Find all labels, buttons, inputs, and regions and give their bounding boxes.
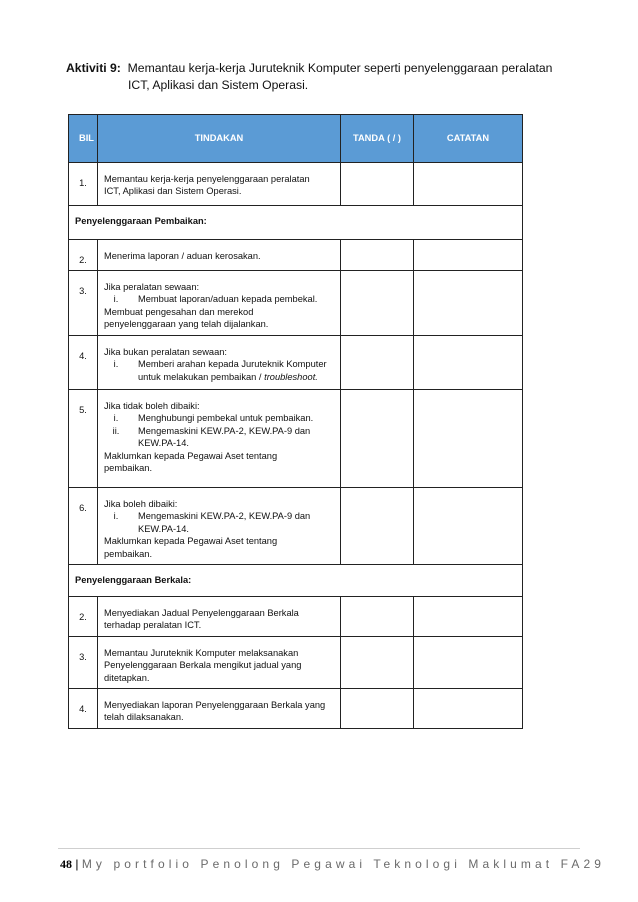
footer-divider [58,848,580,849]
footer-title: My portfolio Penolong Pegawai Teknologi Maklumat FA29 [81,857,606,871]
row-action [98,689,341,729]
action-line: Memantau kerja-kerja penyelenggaraan peralatan [104,174,310,184]
sub-item-number: i. [113,511,119,522]
row-number: 3. [69,636,98,688]
row-action [98,488,341,565]
header-tindakan: TINDAKAN [98,115,341,163]
sub-item-text: Memberi arahan kepada Juruteknik Komputer untuk melakukan pembaikan / troubleshoot. [138,359,327,382]
tanda-cell[interactable] [341,271,414,336]
row-number: 4. [69,689,98,729]
action-line: Maklumkan kepada Pegawai Aset tentang [104,450,278,461]
sub-item-number: i. [113,359,119,370]
catatan-cell[interactable] [414,488,523,565]
header-catatan: CATATAN [414,115,523,163]
tanda-cell[interactable] [341,488,414,565]
table-row [69,163,523,206]
section-row [69,565,523,597]
tanda-cell[interactable] [341,163,414,206]
sub-item [104,293,334,305]
catatan-cell[interactable] [414,240,523,271]
action-line: Jika tidak boleh dibaiki: [104,401,200,411]
catatan-cell[interactable] [414,636,523,688]
footer-separator: | [75,857,79,871]
activity-title-line1: Memantau kerja-kerja Juruteknik Komputer seperti penyelenggaraan peralatan [127,61,553,75]
table-row [69,390,523,488]
page-footer [60,857,605,872]
tanda-cell[interactable] [341,689,414,729]
sub-item-text: Membuat laporan/aduan kepada pembekal. [138,294,318,305]
sub-item-text: Mengemaskini KEW.PA-2, KEW.PA-9 dan KEW.PA-14. [138,511,311,534]
action-line: terhadap peralatan ICT. [104,620,202,631]
sub-item [104,358,334,383]
sub-item [104,510,334,535]
section-title: Penyelenggaraan Berkala: [69,565,523,597]
sub-item-number: ii. [112,425,120,436]
tanda-cell[interactable] [341,597,414,637]
row-action [98,336,341,390]
activity-title-line2: ICT, Aplikasi dan Sistem Operasi. [128,78,309,92]
action-line: pembaikan. [104,463,153,474]
action-line: Menyediakan laporan Penyelenggaraan Berkala yang [104,700,326,711]
catatan-cell[interactable] [414,163,523,206]
action-line: Jika peralatan sewaan: [104,282,200,292]
table-row [69,488,523,565]
page-number: 48 [60,857,72,871]
sub-item [104,425,334,450]
row-action [98,390,341,488]
action-line: ditetapkan. [104,672,150,683]
section-title: Penyelenggaraan Pembaikan: [69,206,523,240]
action-line: Menyediakan Jadual Penyelenggaraan Berkala [104,608,299,619]
row-number: 3. [69,271,98,336]
table-row [69,689,523,729]
row-number: 2. [69,597,98,637]
action-line: Jika boleh dibaiki: [104,499,178,509]
action-line: Membuat pengesahan dan merekod [104,306,254,317]
tanda-cell[interactable] [341,390,414,488]
sub-item [104,412,334,424]
action-line: Jika bukan peralatan sewaan: [104,347,228,357]
table-row [69,271,523,336]
row-action [98,163,341,206]
action-line: Penyelenggaraan Berkala mengikut jadual yang [104,660,302,671]
activity-heading [66,60,566,94]
activity-table [68,114,523,729]
row-number: 1. [69,163,98,206]
row-number: 4. [69,336,98,390]
action-line: telah dilaksanakan. [104,712,184,723]
sub-item-number: i. [113,413,119,424]
catatan-cell[interactable] [414,390,523,488]
tanda-cell[interactable] [341,336,414,390]
action-line: Menerima laporan / aduan kerosakan. [104,251,261,261]
catatan-cell[interactable] [414,689,523,729]
activity-label: Aktiviti 9: [66,61,121,75]
action-line: penyelenggaraan yang telah dijalankan. [104,319,269,330]
header-bil: BIL [69,115,98,163]
action-line: Maklumkan kepada Pegawai Aset tentang [104,536,278,547]
section-row [69,206,523,240]
header-tanda: TANDA ( / ) [341,115,414,163]
action-line: Memantau Juruteknik Komputer melaksanakan [104,647,299,658]
row-number: 5. [69,390,98,488]
tanda-cell[interactable] [341,636,414,688]
row-action [98,597,341,637]
catatan-cell[interactable] [414,271,523,336]
row-action [98,636,341,688]
sub-item-number: i. [113,294,119,305]
row-action [98,271,341,336]
action-line: pembaikan. [104,548,153,559]
catatan-cell[interactable] [414,336,523,390]
table-row [69,336,523,390]
row-action [98,240,341,271]
table-row [69,636,523,688]
table-row [69,240,523,271]
row-number: 6. [69,488,98,565]
tanda-cell[interactable] [341,240,414,271]
table-row [69,597,523,637]
row-number: 2. [69,240,98,271]
sub-item-text: Menghubungi pembekal untuk pembaikan. [138,413,314,424]
table-header-row [69,115,523,163]
catatan-cell[interactable] [414,597,523,637]
action-line: ICT, Aplikasi dan Sistem Operasi. [104,186,242,197]
sub-item-text: Mengemaskini KEW.PA-2, KEW.PA-9 dan KEW.PA-14. [138,425,311,449]
